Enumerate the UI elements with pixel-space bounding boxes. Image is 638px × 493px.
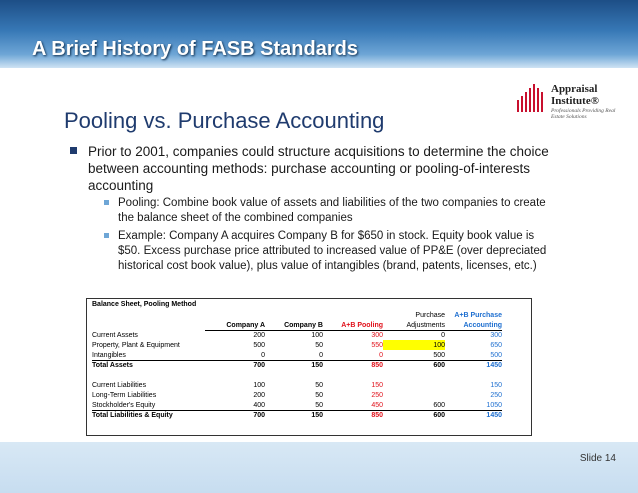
header-purchase-2: Adjustments [383, 320, 445, 330]
cell-adjustment: 0 [441, 331, 445, 339]
cell-pooling: 550 [371, 341, 383, 349]
cell-company-a: 500 [253, 341, 265, 349]
bullet-main [70, 143, 565, 194]
table-title: Balance Sheet, Pooling Method [92, 301, 197, 308]
appraisal-institute-logo [515, 80, 625, 122]
table-row [92, 381, 502, 391]
square-bullet-icon [104, 233, 109, 238]
cell-company-b: 150 [311, 412, 323, 420]
header-ab-pooling: A+B Pooling [323, 320, 383, 330]
row-label: Current Assets [92, 331, 138, 339]
cell-purchase: 300 [490, 331, 502, 339]
cell-adjustment-highlighted: 100 [383, 340, 445, 350]
cell-adjustment: 600 [433, 412, 445, 420]
cell-company-b: 50 [315, 341, 323, 349]
row-label: Total Liabilities & Equity [92, 412, 173, 420]
logo-stripes-icon [515, 82, 547, 112]
total-row [92, 360, 502, 370]
header-ab-purchase-1: A+B Purchase [454, 311, 502, 319]
table-row [92, 390, 502, 400]
cell-company-a: 700 [253, 362, 265, 370]
balance-sheet-grid [92, 310, 502, 421]
logo-line1: Appraisal [551, 83, 598, 95]
cell-pooling: 850 [371, 362, 383, 370]
cell-company-b: 150 [311, 362, 323, 370]
header-row-top [92, 310, 502, 320]
cell-purchase: 1450 [486, 362, 502, 370]
cell-company-a: 700 [253, 412, 265, 420]
cell-company-b: 50 [315, 381, 323, 389]
header-ab-purchase-2: Accounting [445, 320, 502, 330]
header-company-b: Company B [265, 320, 323, 330]
cell-pooling: 300 [371, 331, 383, 339]
table-row [92, 350, 502, 360]
header-purchase-1: Purchase [415, 311, 445, 319]
cell-purchase: 1050 [445, 400, 502, 410]
slide-heading: Pooling vs. Purchase Accounting [64, 108, 385, 133]
cell-pooling: 250 [371, 391, 383, 399]
cell-purchase: 150 [490, 381, 502, 389]
cell-purchase: 500 [445, 350, 502, 360]
sub-bullet-pooling-text: Pooling: Combine book value of assets and liabilities of the two companies to create the balance sheet of the combined companies [118, 197, 546, 224]
cell-purchase: 1450 [486, 412, 502, 420]
cell-company-a: 100 [253, 381, 265, 389]
cell-adjustment: 600 [383, 400, 445, 410]
bullet-main-text: Prior to 2001, companies could structure acquisitions to determine the choice between accounting methods: purchase accounting or pooling-of-interests accounting [88, 144, 549, 193]
cell-company-a: 400 [205, 400, 265, 410]
table-row [92, 340, 502, 350]
cell-company-a: 200 [253, 391, 265, 399]
slide-number: Slide 14 [579, 453, 616, 464]
header-company-a: Company A [205, 320, 265, 330]
cell-adjustment: 500 [383, 350, 445, 360]
cell-company-b: 50 [315, 391, 323, 399]
cell-pooling: 150 [371, 381, 383, 389]
cell-adjustment: 600 [433, 362, 445, 370]
cell-adjustment [383, 390, 445, 400]
banner-title: A Brief History of FASB Standards [32, 38, 358, 60]
row-label: Stockholder's Equity [92, 400, 205, 410]
logo-tagline: Professionals Providing Real Estate Solutions [551, 108, 616, 120]
footer-bar [0, 442, 638, 493]
cell-adjustment [383, 381, 445, 391]
cell-purchase: 250 [490, 391, 502, 399]
cell-company-b: 0 [265, 350, 323, 360]
sub-bullet-pooling [104, 196, 559, 226]
row-label: Long-Term Liabilities [92, 391, 157, 399]
row-label: Total Assets [92, 362, 133, 370]
row-label: Intangibles [92, 350, 205, 360]
cell-company-a: 200 [253, 331, 265, 339]
sub-bullet-example-text: Example: Company A acquires Company B for $650 in stock. Equity book value is $50. Excess purchase price attributed to increased value of PP&E (over depreciated historical cost book value), plus value of intangibles (brand, patents, licenses, etc.) [118, 230, 547, 272]
total-row [92, 410, 502, 420]
cell-pooling: 0 [323, 350, 383, 360]
sub-bullet-example [104, 229, 559, 274]
cell-pooling: 850 [371, 412, 383, 420]
table-row [92, 330, 502, 340]
row-label: Property, Plant & Equipment [92, 341, 180, 349]
cell-pooling: 450 [323, 400, 383, 410]
square-bullet-icon [70, 147, 77, 154]
cell-company-b: 50 [265, 400, 323, 410]
spacer-row [92, 371, 502, 381]
row-label: Current Liabilities [92, 381, 147, 389]
cell-company-b: 100 [311, 331, 323, 339]
logo-line2: Institute® [551, 95, 599, 107]
table-row [92, 400, 502, 410]
balance-sheet-table [86, 298, 532, 436]
cell-purchase: 650 [490, 341, 502, 349]
cell-company-a: 0 [205, 350, 265, 360]
title-banner [0, 0, 638, 68]
header-row [92, 320, 502, 330]
square-bullet-icon [104, 200, 109, 205]
